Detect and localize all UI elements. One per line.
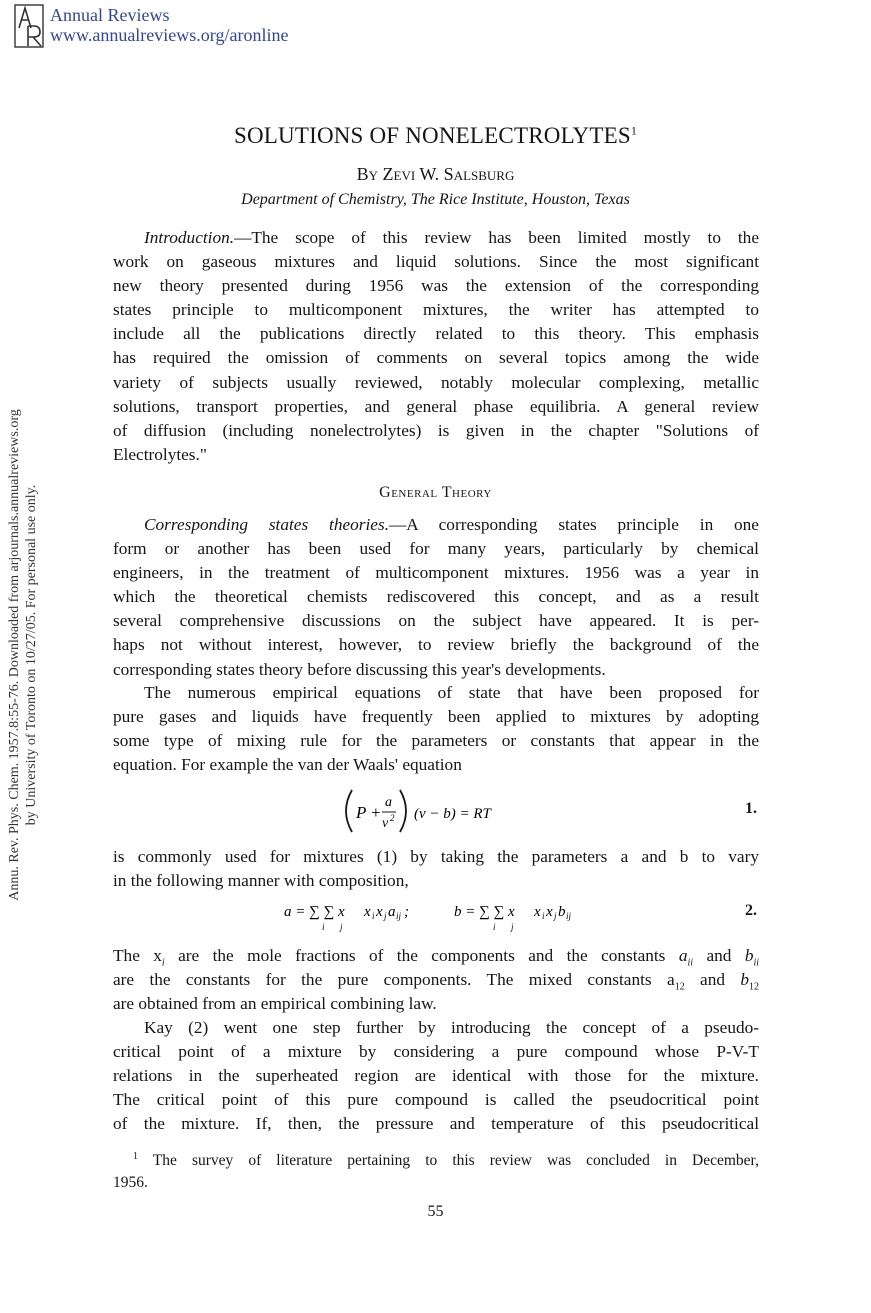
paragraph-line: form or another has been used for many years, particularly by chemical (113, 539, 759, 559)
annual-reviews-logo (14, 4, 44, 48)
mole-fraction-paragraph (113, 944, 759, 1016)
corresponding-states-paragraph (113, 513, 759, 682)
paragraph-line: The numerous empirical equations of state that have been proposed for (144, 683, 759, 702)
download-stamp (6, 357, 40, 953)
paragraph-line: of diffusion (including nonelectrolytes) is given in the chapter "Solutions of (113, 420, 759, 440)
paragraph-line: corresponding states theory before discussing this year's developments. (113, 659, 606, 679)
svg-text:j: j (340, 922, 343, 932)
paragraph-line: Kay (2) went one step further by introducing the concept of a pseudo- (144, 1018, 759, 1037)
eq1-plus: + (370, 803, 382, 822)
paragraph-line: Electrolytes." (113, 444, 207, 464)
svg-text:j: j (384, 911, 387, 921)
paragraph-line: which the theoretical chemists rediscovered this concept, and as a result (113, 587, 759, 607)
paragraph-line: is commonly used for mixtures (1) by taking the parameters a and b to vary (113, 847, 759, 866)
svg-text:x: x (546, 904, 553, 920)
paragraph-line: relations in the superheated region are identical with those for the mixture. (113, 1066, 759, 1086)
equation-2 (284, 894, 604, 934)
svg-text:ij: ij (396, 911, 402, 921)
publisher-url[interactable]: www.annualreviews.org/aronline (50, 25, 289, 45)
svg-text:i: i (372, 911, 375, 921)
paragraph-line: include all the publications directly related to this theory. This emphasis (113, 324, 759, 344)
eq2-left: a = ∑ ∑ x (284, 904, 345, 920)
paragraph-line: of the mixture. If, then, the pressure and temperature of this pseudocritical (113, 1114, 759, 1134)
svg-text:x: x (534, 904, 541, 920)
svg-text:x: x (376, 904, 383, 920)
paragraph-line: variety of subjects usually reviewed, notably molecular complexing, metallic (113, 372, 759, 392)
paragraph-line: in the following manner with composition, (113, 871, 409, 891)
svg-text:j: j (511, 922, 514, 932)
author-prefix: By (356, 164, 379, 184)
publisher-name[interactable]: Annual Reviews (50, 5, 170, 25)
svg-text:b: b (558, 904, 566, 920)
paragraph-line: states principle to multicomponent mixtures, the writer has attempted to (113, 300, 759, 320)
article-author (0, 164, 871, 185)
svg-text:x: x (364, 904, 371, 920)
footnote (113, 1146, 759, 1194)
intro-lead: Introduction. (144, 228, 235, 247)
paragraph-line: new theory presented during 1956 was the extension of the corresponding (113, 276, 759, 296)
eq2-right: b = ∑ ∑ x (454, 904, 515, 920)
paragraph-line: haps not without interest, however, to review briefly the background of the (113, 635, 759, 655)
svg-text:i: i (493, 922, 496, 932)
download-stamp-line1: Annu. Rev. Phys. Chem. 1957.8:55-76. Downloaded from arjournals.annualreviews.org (7, 409, 22, 901)
paragraph-line: solutions, transport properties, and general phase equilibria. A general review (113, 396, 759, 416)
paragraph-line: equation. For example the van der Waals' equation (113, 755, 462, 775)
equation-1 (342, 788, 542, 834)
equation-2-number: 2. (745, 902, 757, 919)
mixing-paragraph (113, 845, 759, 893)
svg-text:i: i (322, 922, 325, 932)
svg-text:j: j (554, 911, 557, 921)
kay-paragraph (113, 1016, 759, 1136)
eq1-rest: (v − b) = RT (414, 806, 491, 822)
download-stamp-line2: by University of Toronto on 10/27/05. For personal use only. (24, 484, 39, 826)
paragraph-line: critical point of a mixture by considering a pure compound whose P-V-T (113, 1042, 759, 1062)
paragraph-line: The critical point of this pure compound is called the pseudocritical point (113, 1090, 759, 1110)
author-name: Zevi W. Salsburg (382, 164, 515, 184)
title-footnote-mark: 1 (630, 123, 638, 138)
equation-1-number: 1. (745, 800, 757, 817)
article-title (0, 123, 871, 149)
svg-text:i: i (542, 911, 545, 921)
intro-paragraph (113, 226, 759, 467)
paragraph-line: pure gases and liquids have frequently been applied to mixtures by adopting (113, 707, 759, 727)
footnote-line: 1956. (113, 1174, 148, 1192)
header-links (50, 5, 288, 45)
title-text: SOLUTIONS OF NONELECTROLYTES (233, 123, 631, 148)
paragraph-line: Corresponding states theories.—A corresponding states principle in one (144, 515, 759, 534)
paragraph-line: some type of mixing rule for the parameters or constants that appear in the (113, 731, 759, 751)
svg-text:a: a (388, 904, 396, 920)
paragraph-line: has required the omission of comments on several topics among the wide (113, 348, 759, 368)
eq1-exponent: 2 (390, 813, 395, 823)
equations-of-state-paragraph (113, 681, 759, 777)
paragraph-line: are the constants for the pure components. The mixed constants $a_{12}$ and $b_{12}$ (113, 970, 760, 993)
paragraph-line: The $x_i$ are the mole fractions of the components and the constants $a_{ii}$ and $b_{ii}$ (113, 946, 760, 969)
paragraph-line: Introduction.—The scope of this review has been limited mostly to the (144, 228, 759, 247)
author-affiliation: Department of Chemistry, The Rice Institute, Houston, Texas (241, 191, 630, 208)
svg-text:ij: ij (566, 911, 572, 921)
corresponding-lead: Corresponding states theories. (144, 515, 390, 534)
svg-text:;: ; (404, 904, 409, 920)
paragraph-line: engineers, in the treatment of multicomponent mixtures. 1956 was a year in (113, 563, 759, 583)
footnote-line: $^1$ The survey of literature pertaining to this review was concluded in December, (133, 1151, 759, 1170)
eq1-v: v (382, 816, 389, 831)
paragraph-line: work on gaseous mixtures and liquid solutions. Since the most significant (113, 252, 759, 272)
paragraph-line: are obtained from an empirical combining law. (113, 994, 437, 1014)
section-heading: General Theory (379, 484, 492, 501)
page-number: 55 (427, 1203, 444, 1220)
paragraph-line: several comprehensive discussions on the subject have appeared. It is per- (113, 611, 759, 631)
eq1-a: a (385, 795, 392, 810)
eq1-p: P (356, 803, 367, 822)
